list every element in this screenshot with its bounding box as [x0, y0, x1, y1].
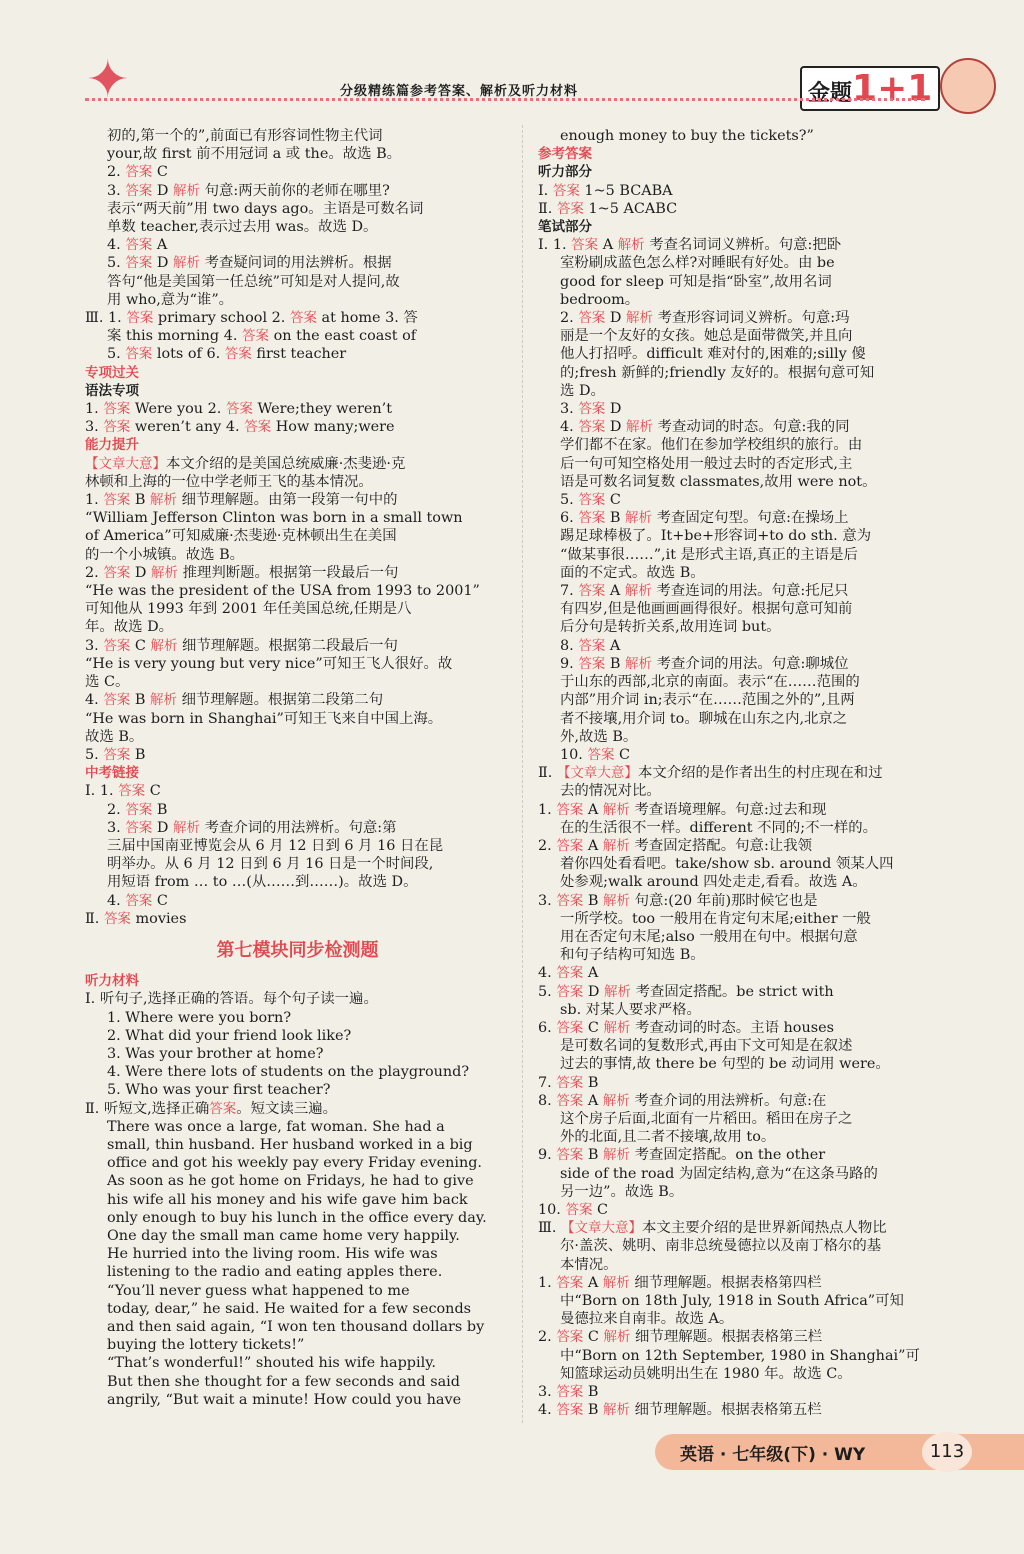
text-line: 6. 答案 C 解析 考查动词的时态。主语 houses [538, 1019, 835, 1036]
brand-suffix: 1+1 [852, 68, 933, 109]
page-header [0, 0, 1024, 125]
text-line: “You’ll never guess what happened to me [107, 1282, 410, 1299]
text-line: But then she thought for a few seconds and said [107, 1373, 460, 1390]
text-line: 案 this morning 4. 答案 on the east coast of [107, 328, 417, 345]
text-line: 选 C。 [85, 674, 130, 691]
header-divider [85, 98, 925, 101]
text-line: 1. 答案 A 解析 考查语境理解。句意:过去和现 [538, 801, 827, 818]
left-answers [85, 127, 510, 928]
text-line: 3. 答案 D 解析 句意:两天前你的老师在哪里? [107, 182, 390, 199]
brand-prefix: 金题 [808, 81, 853, 106]
text-line: Ⅱ. 【文章大意】本文介绍的是作者出生的村庄现在和过 [538, 765, 883, 782]
text-line: He hurried into the living room. His wife was [107, 1246, 438, 1263]
text-line: angrily, “But wait a minute! How could you have [107, 1391, 462, 1408]
text-line: 知篮球运动员姚明出生在 1980 年。故选 C。 [560, 1365, 852, 1382]
text-line: good for sleep 可知是指“卧室”,故用名词 [560, 273, 832, 290]
text-line: 4. 答案 A [538, 965, 599, 982]
text-line: and then said again, “I won ten thousand dollars by [107, 1319, 485, 1335]
text-line: Ⅱ. 答案 1~5 ACABC [538, 200, 678, 217]
text-line: 语法专项 [85, 382, 139, 399]
text-line: 踢足球棒极了。It+be+形容词+to do sth. 意为 [560, 528, 872, 545]
text-line: 4. 答案 B 解析 细节理解题。根据表格第五栏 [538, 1402, 822, 1419]
text-line: 后一句可知空格处用一般过去时的否定形式,主 [560, 455, 853, 472]
text-line: 8. 答案 A [560, 637, 621, 654]
text-line: his wife all his money and his wife gave him back [107, 1191, 468, 1208]
text-line: 去的情况对比。 [560, 783, 661, 800]
text-line: 笔试部分 [538, 219, 592, 236]
star-logo-icon: ✦ [86, 50, 130, 110]
text-line: 2. 答案 B [107, 801, 168, 818]
text-line: enough money to buy the tickets?” [560, 128, 814, 144]
text-line: 中“Born on 12th September, 1980 in Shanghai”可 [560, 1347, 920, 1364]
text-line: Ⅰ. 1. 答案 A 解析 考查名词词义辨析。句意:把卧 [538, 237, 842, 254]
text-line: 9. 答案 B 解析 考查介词的用法。句意:聊城位 [560, 655, 849, 672]
text-line: 2. 答案 D 解析 考查形容词词义辨析。句意:玛 [560, 310, 850, 327]
text-line: “William Jefferson Clinton was born in a small town [85, 510, 463, 527]
text-line: 表示“两天前”用 two days ago。主语是可数名词 [107, 200, 424, 217]
text-line: 2. 答案 A 解析 考查固定搭配。句意:让我领 [538, 837, 812, 854]
text-line: 【文章大意】本文介绍的是美国总统威廉·杰斐逊·克 [85, 455, 406, 472]
text-line: 专项过关 [85, 364, 139, 381]
text-line: 这个房子后面,北面有一片稻田。稻田在房子之 [560, 1110, 853, 1127]
text-line: 年。故选 D。 [85, 619, 174, 636]
text-line: 单数 teacher,表示过去用 was。故选 D。 [107, 219, 378, 236]
text-line: 丽是一个友好的女孩。她总是面带微笑,并且向 [560, 328, 853, 345]
text-line: 用短语 from … to …(从……到……)。故选 D。 [107, 874, 418, 891]
text-line: 3. Was your brother at home? [107, 1045, 324, 1062]
page-footer [0, 1426, 1024, 1476]
text-line: 能力提升 [85, 437, 139, 454]
text-line: 2. 答案 D 解析 推理判断题。根据第一段最后一句 [85, 564, 399, 581]
text-line: 2. What did your friend look like? [107, 1027, 352, 1044]
text-line: 外,故选 B。 [560, 728, 638, 745]
text-line: “做某事很……”,it 是形式主语,真正的主语是后 [560, 546, 858, 563]
text-line: sb. 对某人要求严格。 [560, 1001, 701, 1018]
text-line: side of the road 为固定结构,意为“在这条马路的 [560, 1165, 878, 1182]
right-column [538, 127, 966, 1419]
text-line: 处参观;walk around 四处走走,看看。故选 A。 [560, 874, 867, 891]
text-line: 3. 答案 B 解析 句意:(20 年前)那时候它也是 [538, 892, 818, 909]
text-line: 是可数名词的复数形式,再由下文可知是在叙述 [560, 1038, 853, 1055]
text-line: 5. Who was your first teacher? [107, 1082, 331, 1099]
text-line: 5. 答案 D 解析 考查固定搭配。be strict with [538, 983, 834, 1000]
text-line: 尔·盖茨、姚明、南非总统曼德拉以及南丁格尔的基 [560, 1238, 882, 1255]
text-line: 5. 答案 B [85, 746, 146, 763]
text-line: 曼德拉来自南非。故选 A。 [560, 1311, 734, 1328]
text-line: 和句子结构可知选 B。 [560, 947, 705, 964]
column-divider [522, 125, 523, 1423]
text-line: of America”可知威廉·杰斐逊·克林顿出生在美国 [85, 528, 397, 545]
text-line: “He was the president of the USA from 1993 to 2001” [85, 583, 480, 600]
text-line: 中考链接 [85, 765, 139, 782]
text-line: There was once a large, fat woman. She had a [107, 1118, 445, 1135]
mascot-icon [940, 58, 996, 114]
text-line: bedroom。 [560, 291, 640, 308]
text-line: 3. 答案 C 解析 细节理解题。根据第二段最后一句 [85, 637, 398, 654]
text-line: 2. 答案 C [107, 164, 168, 181]
text-line: Ⅲ. 1. 答案 primary school 2. 答案 at home 3. 答 [85, 310, 418, 327]
text-line: Ⅰ. 听句子,选择正确的答语。每个句子读一遍。 [85, 991, 378, 1008]
text-line: 7. 答案 A 解析 考查连词的用法。句意:托尼只 [560, 583, 849, 600]
text-line: 3. 答案 D 解析 考查介词的用法辨析。句意:第 [107, 819, 397, 836]
text-line: 于山东的西部,北京的南面。表示“在……范围的 [560, 674, 860, 691]
text-line: 的;fresh 新鲜的;friendly 友好的。根据句意可知 [560, 364, 875, 381]
text-line: 听力部分 [538, 164, 592, 181]
text-line: 用在否定句末尾;also 一般用在句中。根据句意 [560, 928, 858, 945]
text-line: Ⅰ. 答案 1~5 BCABA [538, 182, 673, 199]
text-line: 面的不定式。故选 B。 [560, 564, 705, 581]
text-line: 他人打招呼。difficult 难对付的,困难的;silly 傻 [560, 346, 866, 363]
text-line: 1. 答案 A 解析 细节理解题。根据表格第四栏 [538, 1274, 822, 1291]
text-line: 明举办。从 6 月 12 日到 6 月 16 日是一个时间段, [107, 856, 434, 873]
text-line: “He was born in Shanghai”可知王飞来自中国上海。 [85, 710, 443, 727]
text-line: 一所学校。too 一般用在肯定句末尾;either 一般 [560, 910, 871, 927]
text-line: 答句“他是美国第一任总统”可知是对人提问,故 [107, 273, 400, 290]
text-line: 7. 答案 B [538, 1074, 599, 1091]
text-line: One day the small man came home very happily. [107, 1227, 460, 1244]
left-column [85, 127, 510, 1409]
text-line: Ⅲ. 【文章大意】本文主要介绍的是世界新闻热点人物比 [538, 1220, 887, 1237]
text-line: 10. 答案 C [560, 746, 631, 763]
text-line: 选 D。 [560, 382, 605, 399]
text-line: 4. 答案 A [107, 237, 168, 254]
text-line: 1. 答案 B 解析 细节理解题。由第一段第一句中的 [85, 492, 398, 509]
text-line: 后分句是转折关系,故用连词 but。 [560, 619, 781, 636]
text-line: 4. 答案 C [107, 892, 168, 909]
text-line: small, thin husband. Her husband worked in a big [107, 1136, 473, 1153]
text-line: 4. 答案 D 解析 考查动词的时态。句意:我的同 [560, 419, 850, 436]
text-line: 参考答案 [538, 146, 592, 163]
page-number: 113 [922, 1432, 972, 1472]
footer-subject: 英语 · 七年级(下) · WY [680, 1445, 866, 1465]
text-line: 另一边”。故选 B。 [560, 1183, 684, 1200]
text-line: Ⅰ. 1. 答案 C [85, 783, 161, 800]
text-line: 1. 答案 Were you 2. 答案 Were;they weren’t [85, 401, 393, 418]
text-line: “He is very young but very nice”可知王飞人很好。故 [85, 655, 453, 672]
text-line: listening to the radio and eating apples there. [107, 1264, 443, 1281]
module-title: 第七模块同步检测题 [216, 939, 379, 961]
text-line: 1. Where were you born? [107, 1009, 292, 1026]
text-line: 8. 答案 A 解析 考查介词的用法辨析。句意:在 [538, 1092, 827, 1109]
listening-material [85, 972, 510, 1409]
text-line: 语是可数名词复数 classmates,故用 were not。 [560, 473, 877, 490]
text-line: 可知他从 1993 年到 2001 年任美国总统,任期是八 [85, 601, 412, 618]
text-line: 4. Were there lots of students on the playground? [107, 1064, 470, 1081]
text-line: 室粉刷成蓝色怎么样?对睡眠有好处。由 be [560, 255, 835, 272]
text-line: 的一个小城镇。故选 B。 [85, 546, 245, 563]
text-line: 9. 答案 B 解析 考查固定搭配。on the other [538, 1147, 826, 1164]
header-title: 分级精练篇参考答案、解析及听力材料 [340, 84, 579, 99]
text-line: 3. 答案 weren’t any 4. 答案 How many;were [85, 419, 395, 436]
text-line: 5. 答案 C [560, 492, 621, 509]
text-line: 中“Born on 18th July, 1918 in South Africa”可知 [560, 1293, 904, 1309]
text-line: 6. 答案 B 解析 考查固定句型。句意:在操场上 [560, 510, 849, 527]
text-line: 外的北面,且二者不接壤,故用 to。 [560, 1129, 776, 1146]
text-line: 本情况。 [560, 1256, 618, 1273]
text-line: 林顿和上海的一位中学老师王飞的基本情况。 [85, 473, 373, 490]
text-line: 者不接壤,用介词 to。聊城在山东之内,北京之 [560, 710, 848, 727]
text-line: today, dear,” he said. He waited for a few seconds [107, 1300, 472, 1317]
text-line: 初的,第一个的”,前面已有形容词性物主代词 [107, 128, 383, 144]
text-line: Ⅱ. 听短文,选择正确答案。短文读三遍。 [85, 1100, 337, 1117]
text-line: As soon as he got home on Fridays, he had to give [107, 1173, 474, 1190]
brand-logo [800, 66, 940, 111]
text-line: Ⅱ. 答案 movies [85, 910, 187, 927]
text-line: only enough to buy his lunch in the office every day. [107, 1209, 487, 1226]
text-line: 3. 答案 D [560, 401, 622, 418]
text-line: 用 who,意为“谁”。 [107, 291, 234, 308]
text-line: 学们都不在家。他们在参加学校组织的旅行。由 [560, 437, 863, 454]
text-line: 3. 答案 B [538, 1384, 599, 1401]
text-line: 4. 答案 B 解析 细节理解题。根据第二段第二句 [85, 692, 384, 709]
text-line: office and got his weekly pay every Friday evening. [107, 1155, 483, 1172]
text-line: 5. 答案 lots of 6. 答案 first teacher [107, 346, 347, 363]
text-line: 在的生活很不一样。different 不同的;不一样的。 [560, 819, 878, 836]
text-line: “That’s wonderful!” shouted his wife happily. [107, 1355, 436, 1372]
text-line: 故选 B。 [85, 728, 144, 745]
text-line: 听力材料 [85, 973, 139, 990]
text-line: 内部”用介词 in;表示“在……范围之外的”,且两 [560, 692, 855, 709]
text-line: 5. 答案 D 解析 考查疑问词的用法辨析。根据 [107, 255, 392, 272]
text-line: your,故 first 前不用冠词 a 或 the。故选 B。 [107, 146, 402, 163]
text-line: 有四岁,但是他画画画得很好。根据句意可知前 [560, 601, 853, 618]
text-line: 着你四处看看吧。take/show sb. around 领某人四 [560, 856, 894, 873]
text-line: buying the lottery tickets!” [107, 1337, 305, 1354]
text-line: 三届中国南亚博览会从 6 月 12 日到 6 月 16 日在昆 [107, 837, 444, 854]
text-line: 2. 答案 C 解析 细节理解题。根据表格第三栏 [538, 1329, 823, 1346]
text-line: 10. 答案 C [538, 1201, 609, 1218]
right-answers [538, 127, 966, 1419]
text-line: 过去的事情,故 there be 句型的 be 动词用 were。 [560, 1056, 890, 1073]
